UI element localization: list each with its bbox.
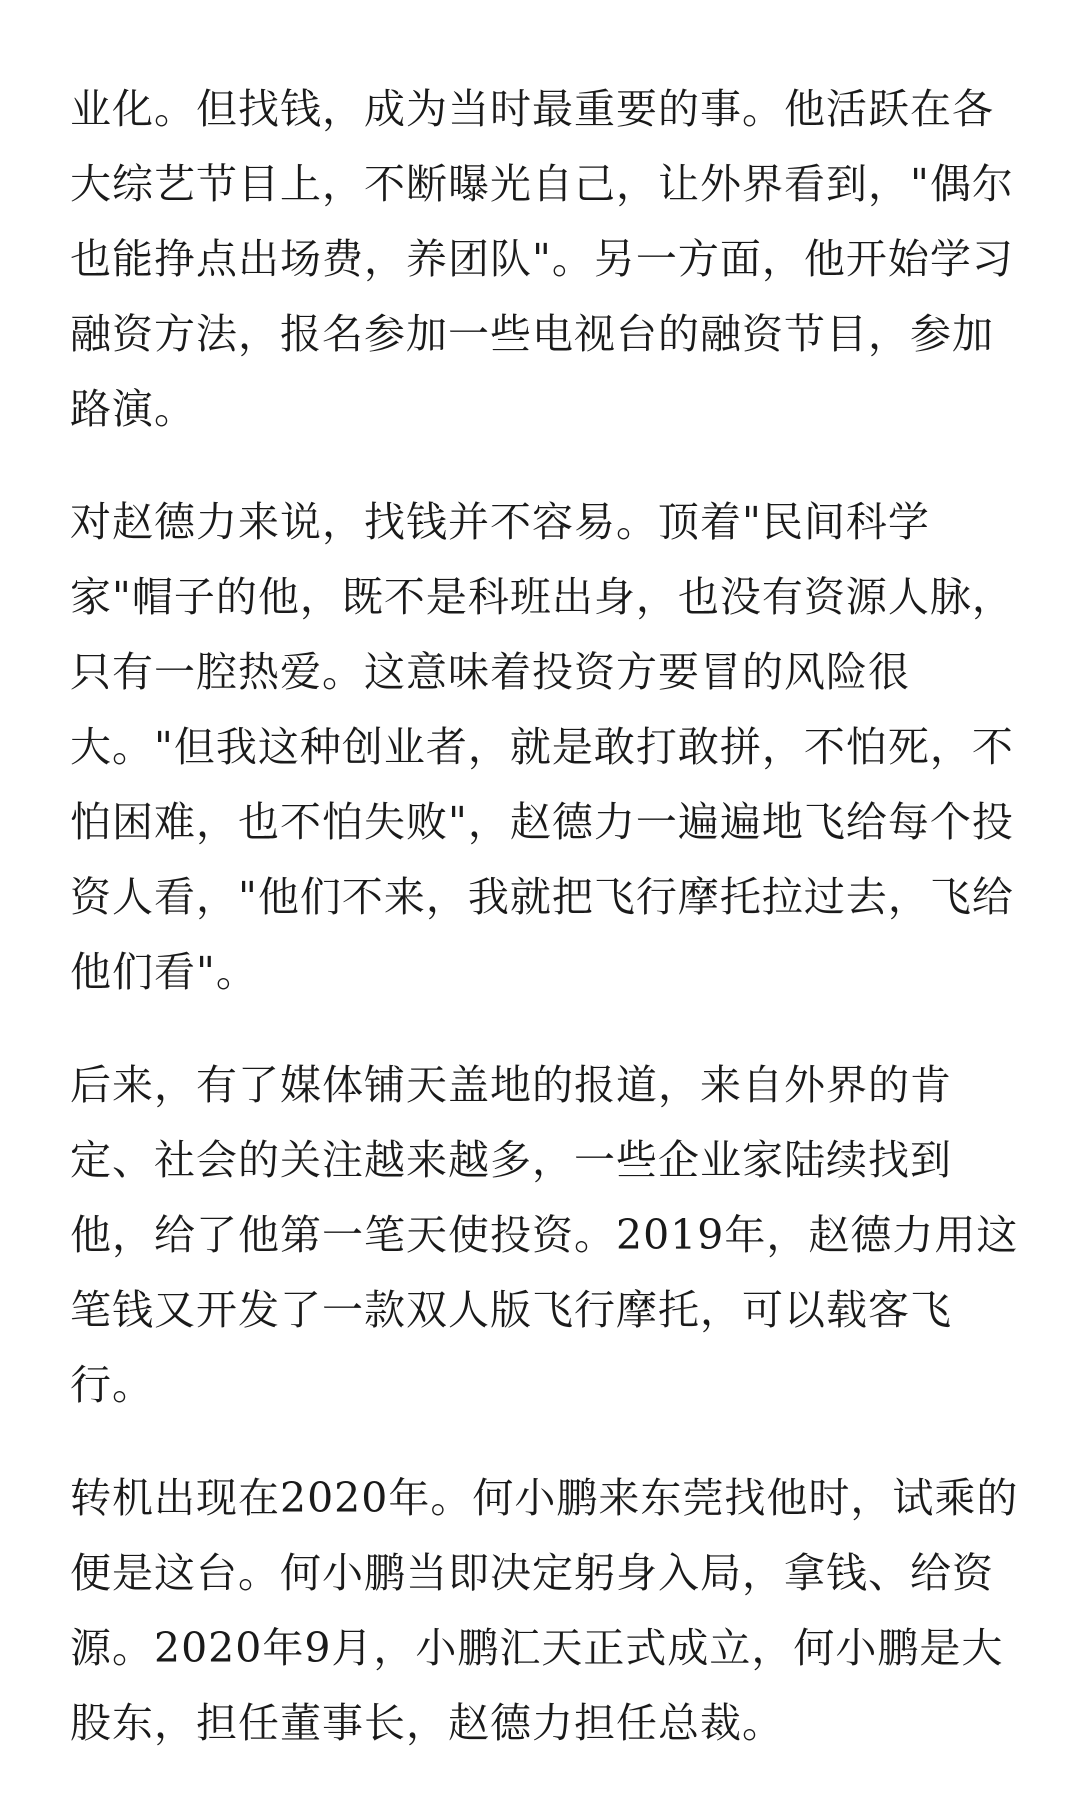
text-line: 源。2020年9月，小鹏汇天正式成立，何小鹏是大 bbox=[70, 1624, 1004, 1672]
text-line: 行。 bbox=[70, 1361, 154, 1409]
text-line: 笔钱又开发了一款双人版飞行摩托，可以载客飞 bbox=[70, 1286, 952, 1334]
text-line: 家"帽子的他，既不是科班出身，也没有资源人脉， bbox=[70, 573, 1014, 621]
text-line: 他，给了他第一笔天使投资。2019年，赵德力用这 bbox=[70, 1211, 1019, 1259]
text-line: 转机出现在2020年。何小鹏来东莞找他时，试乘的 bbox=[70, 1474, 1019, 1522]
text-line: 定、社会的关注越来越多，一些企业家陆续找到 bbox=[70, 1136, 952, 1184]
text-line: 怕困难，也不怕失败"，赵德力一遍遍地飞给每个投 bbox=[70, 798, 1014, 846]
text-line: 只有一腔热爱。这意味着投资方要冒的风险很 bbox=[70, 648, 910, 696]
paragraph-2 bbox=[70, 485, 1015, 1010]
article-body bbox=[70, 72, 1019, 1799]
paragraph-1 bbox=[70, 72, 1015, 447]
text-line: 也能挣点出场费，养团队"。另一方面，他开始学习 bbox=[70, 235, 1014, 283]
text-line: 资人看，"他们不来，我就把飞行摩托拉过去，飞给 bbox=[70, 873, 1014, 921]
text-line: 业化。但找钱，成为当时最重要的事。他活跃在各 bbox=[70, 85, 994, 133]
paragraph-4 bbox=[70, 1461, 1019, 1761]
text-line: 融资方法，报名参加一些电视台的融资节目，参加 bbox=[70, 310, 994, 358]
text-line: 便是这台。何小鹏当即决定躬身入局，拿钱、给资 bbox=[70, 1549, 994, 1597]
text-line: 对赵德力来说，找钱并不容易。顶着"民间科学 bbox=[70, 498, 930, 546]
text-line: 后来，有了媒体铺天盖地的报道，来自外界的肯 bbox=[70, 1061, 952, 1109]
text-line: 股东，担任董事长，赵德力担任总裁。 bbox=[70, 1699, 784, 1747]
text-line: 大。"但我这种创业者，就是敢打敢拼，不怕死，不 bbox=[70, 723, 1014, 771]
text-line: 他们看"。 bbox=[70, 948, 258, 996]
text-line: 大综艺节目上，不断曝光自己，让外界看到，"偶尔 bbox=[70, 160, 1014, 208]
text-line: 路演。 bbox=[70, 385, 196, 433]
paragraph-3 bbox=[70, 1048, 1019, 1423]
